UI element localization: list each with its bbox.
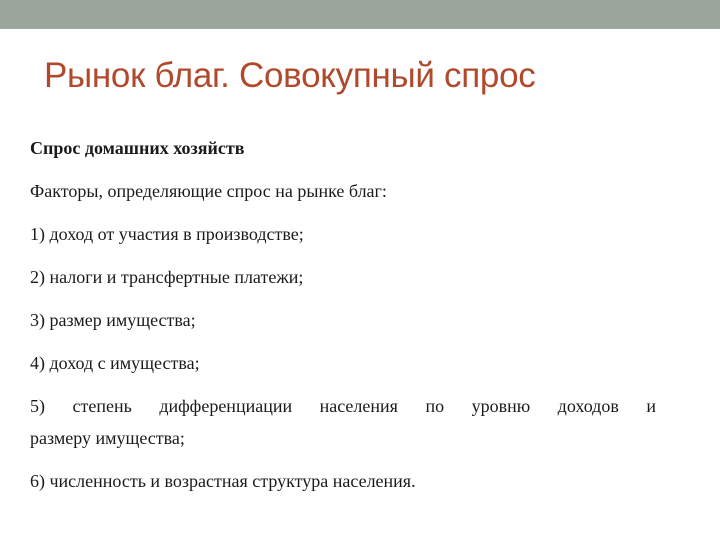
list-item: 5) степень дифференциации населения по уровню доходов и <box>30 396 656 416</box>
list-item-continuation: размеру имущества; <box>30 428 185 448</box>
list-item: 6) численность и возрастная структура населения. <box>30 471 416 491</box>
slide-title: Рынок благ. Совокупный спрос <box>44 56 536 95</box>
slide-body <box>30 136 656 512</box>
section-heading: Спрос домашних хозяйств <box>30 138 245 158</box>
list-item: 2) налоги и трансфертные платежи; <box>30 267 304 287</box>
intro-text: Факторы, определяющие спрос на рынке благ: <box>30 181 387 201</box>
list-item: 3) размер имущества; <box>30 310 196 330</box>
list-item: 4) доход с имущества; <box>30 353 200 373</box>
list-item: 1) доход от участия в производстве; <box>30 224 304 244</box>
top-decorative-bar <box>0 0 720 29</box>
